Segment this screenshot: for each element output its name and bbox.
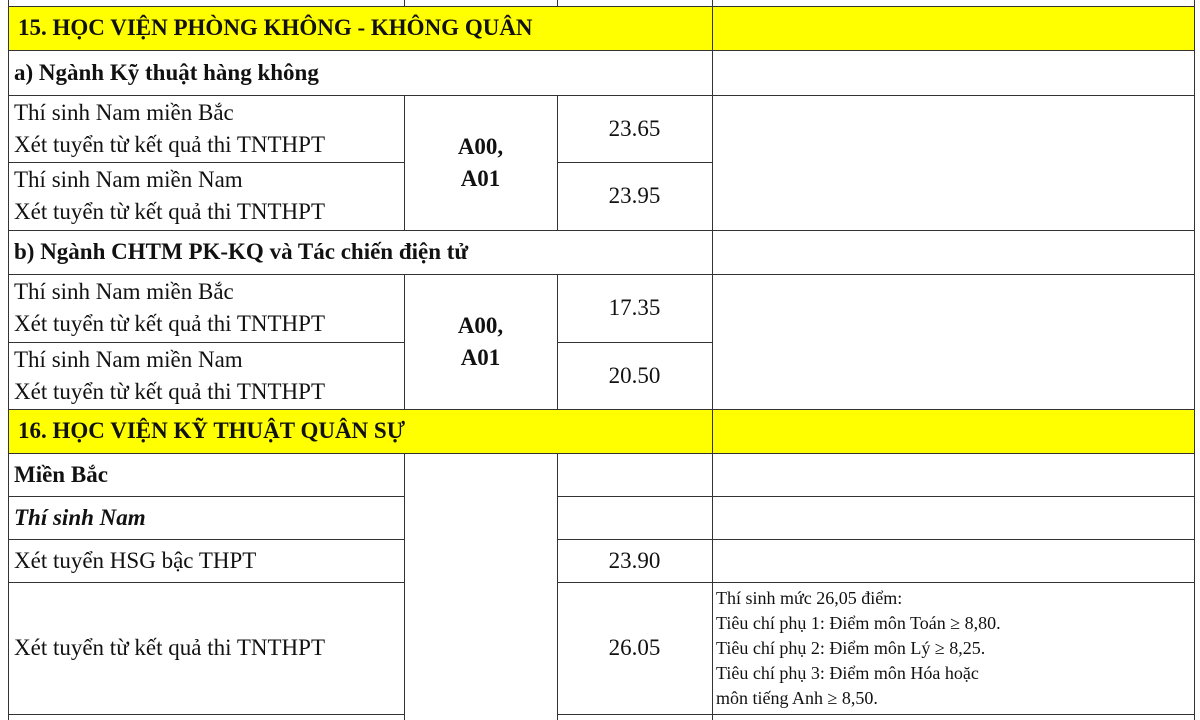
grid-line <box>557 496 1194 497</box>
section-heading-text: 16. HỌC VIỆN KỸ THUẬT QUÂN SỰ <box>18 418 406 443</box>
grid-line <box>8 230 1194 231</box>
grid-line <box>8 50 1194 51</box>
grid-line <box>557 582 1194 583</box>
subsection-label: b) Ngành CHTM PK-KQ và Tác chiến điện tử <box>14 239 469 264</box>
tiebreak-note: Thí sinh mức 26,05 điểm: Tiêu chí phụ 1: Điểm môn Toán ≥ 8,80. Tiêu chí phụ 2: Điểm môn Lý ≥ 8,25. Tiêu chí phụ 3: Điểm môn Hóa hoặc môn tiếng Anh ≥ 8,50. <box>716 587 1001 708</box>
grid-line <box>404 274 405 409</box>
grid-line <box>8 95 1194 96</box>
table-row-label: Xét tuyển HSG bậc THPT <box>14 547 257 573</box>
grid-line <box>404 0 405 6</box>
table-row-score: 20.50 <box>608 362 661 388</box>
grid-line <box>557 95 558 230</box>
section-heading-text: 15. HỌC VIỆN PHÒNG KHÔNG - KHÔNG QUÂN <box>18 15 533 40</box>
block-code: A00, A01 <box>457 133 504 191</box>
grid-line <box>8 6 1194 7</box>
grid-line <box>404 453 405 720</box>
grid-line <box>557 714 1194 715</box>
section-heading-note-cell <box>712 6 1194 50</box>
table-row-score: 17.35 <box>608 295 661 320</box>
section-heading-note-cell <box>712 409 1194 453</box>
table-row-label: Thí sinh Nam miền Bắc Xét tuyển từ kết quả thi TNTHPT <box>14 279 325 336</box>
grid-line <box>8 539 404 540</box>
grid-line <box>1194 0 1195 720</box>
block-code: A00, A01 <box>457 312 504 370</box>
region-label: Miền Bắc <box>14 461 108 487</box>
table-row-label: Thí sinh Nam miền Nam Xét tuyển từ kết quả thi TNTHPT <box>14 167 325 224</box>
grid-line <box>8 409 1194 410</box>
table-row-label: Thí sinh Nam miền Bắc Xét tuyển từ kết quả thi TNTHPT <box>14 99 325 157</box>
group-label: Thí sinh Nam <box>14 504 146 530</box>
grid-line <box>557 0 558 6</box>
grid-line <box>557 342 712 343</box>
table-row-score: 23.90 <box>608 547 661 573</box>
grid-line <box>8 342 404 343</box>
grid-line <box>557 539 1194 540</box>
table-row-score: 26.05 <box>608 635 661 660</box>
section-heading <box>8 409 712 453</box>
grid-line <box>8 582 404 583</box>
table-row-score: 23.65 <box>608 115 661 141</box>
table-row-label: Thí sinh Nam miền Nam Xét tuyển từ kết quả thi TNTHPT <box>14 346 325 404</box>
table-row-score: 23.95 <box>608 183 661 208</box>
section-heading <box>8 6 712 50</box>
grid-line <box>557 274 558 409</box>
grid-line <box>8 274 1194 275</box>
grid-line <box>557 162 712 163</box>
grid-line <box>8 453 1194 454</box>
table-row-label: Xét tuyển từ kết quả thi TNTHPT <box>14 635 325 660</box>
grid-line <box>404 95 405 230</box>
grid-line <box>557 453 558 720</box>
grid-line <box>8 0 9 720</box>
grid-line <box>8 714 404 715</box>
grid-line <box>8 496 404 497</box>
subsection-label: a) Ngành Kỹ thuật hàng không <box>14 59 319 85</box>
grid-line <box>712 0 713 720</box>
grid-line <box>8 162 404 163</box>
